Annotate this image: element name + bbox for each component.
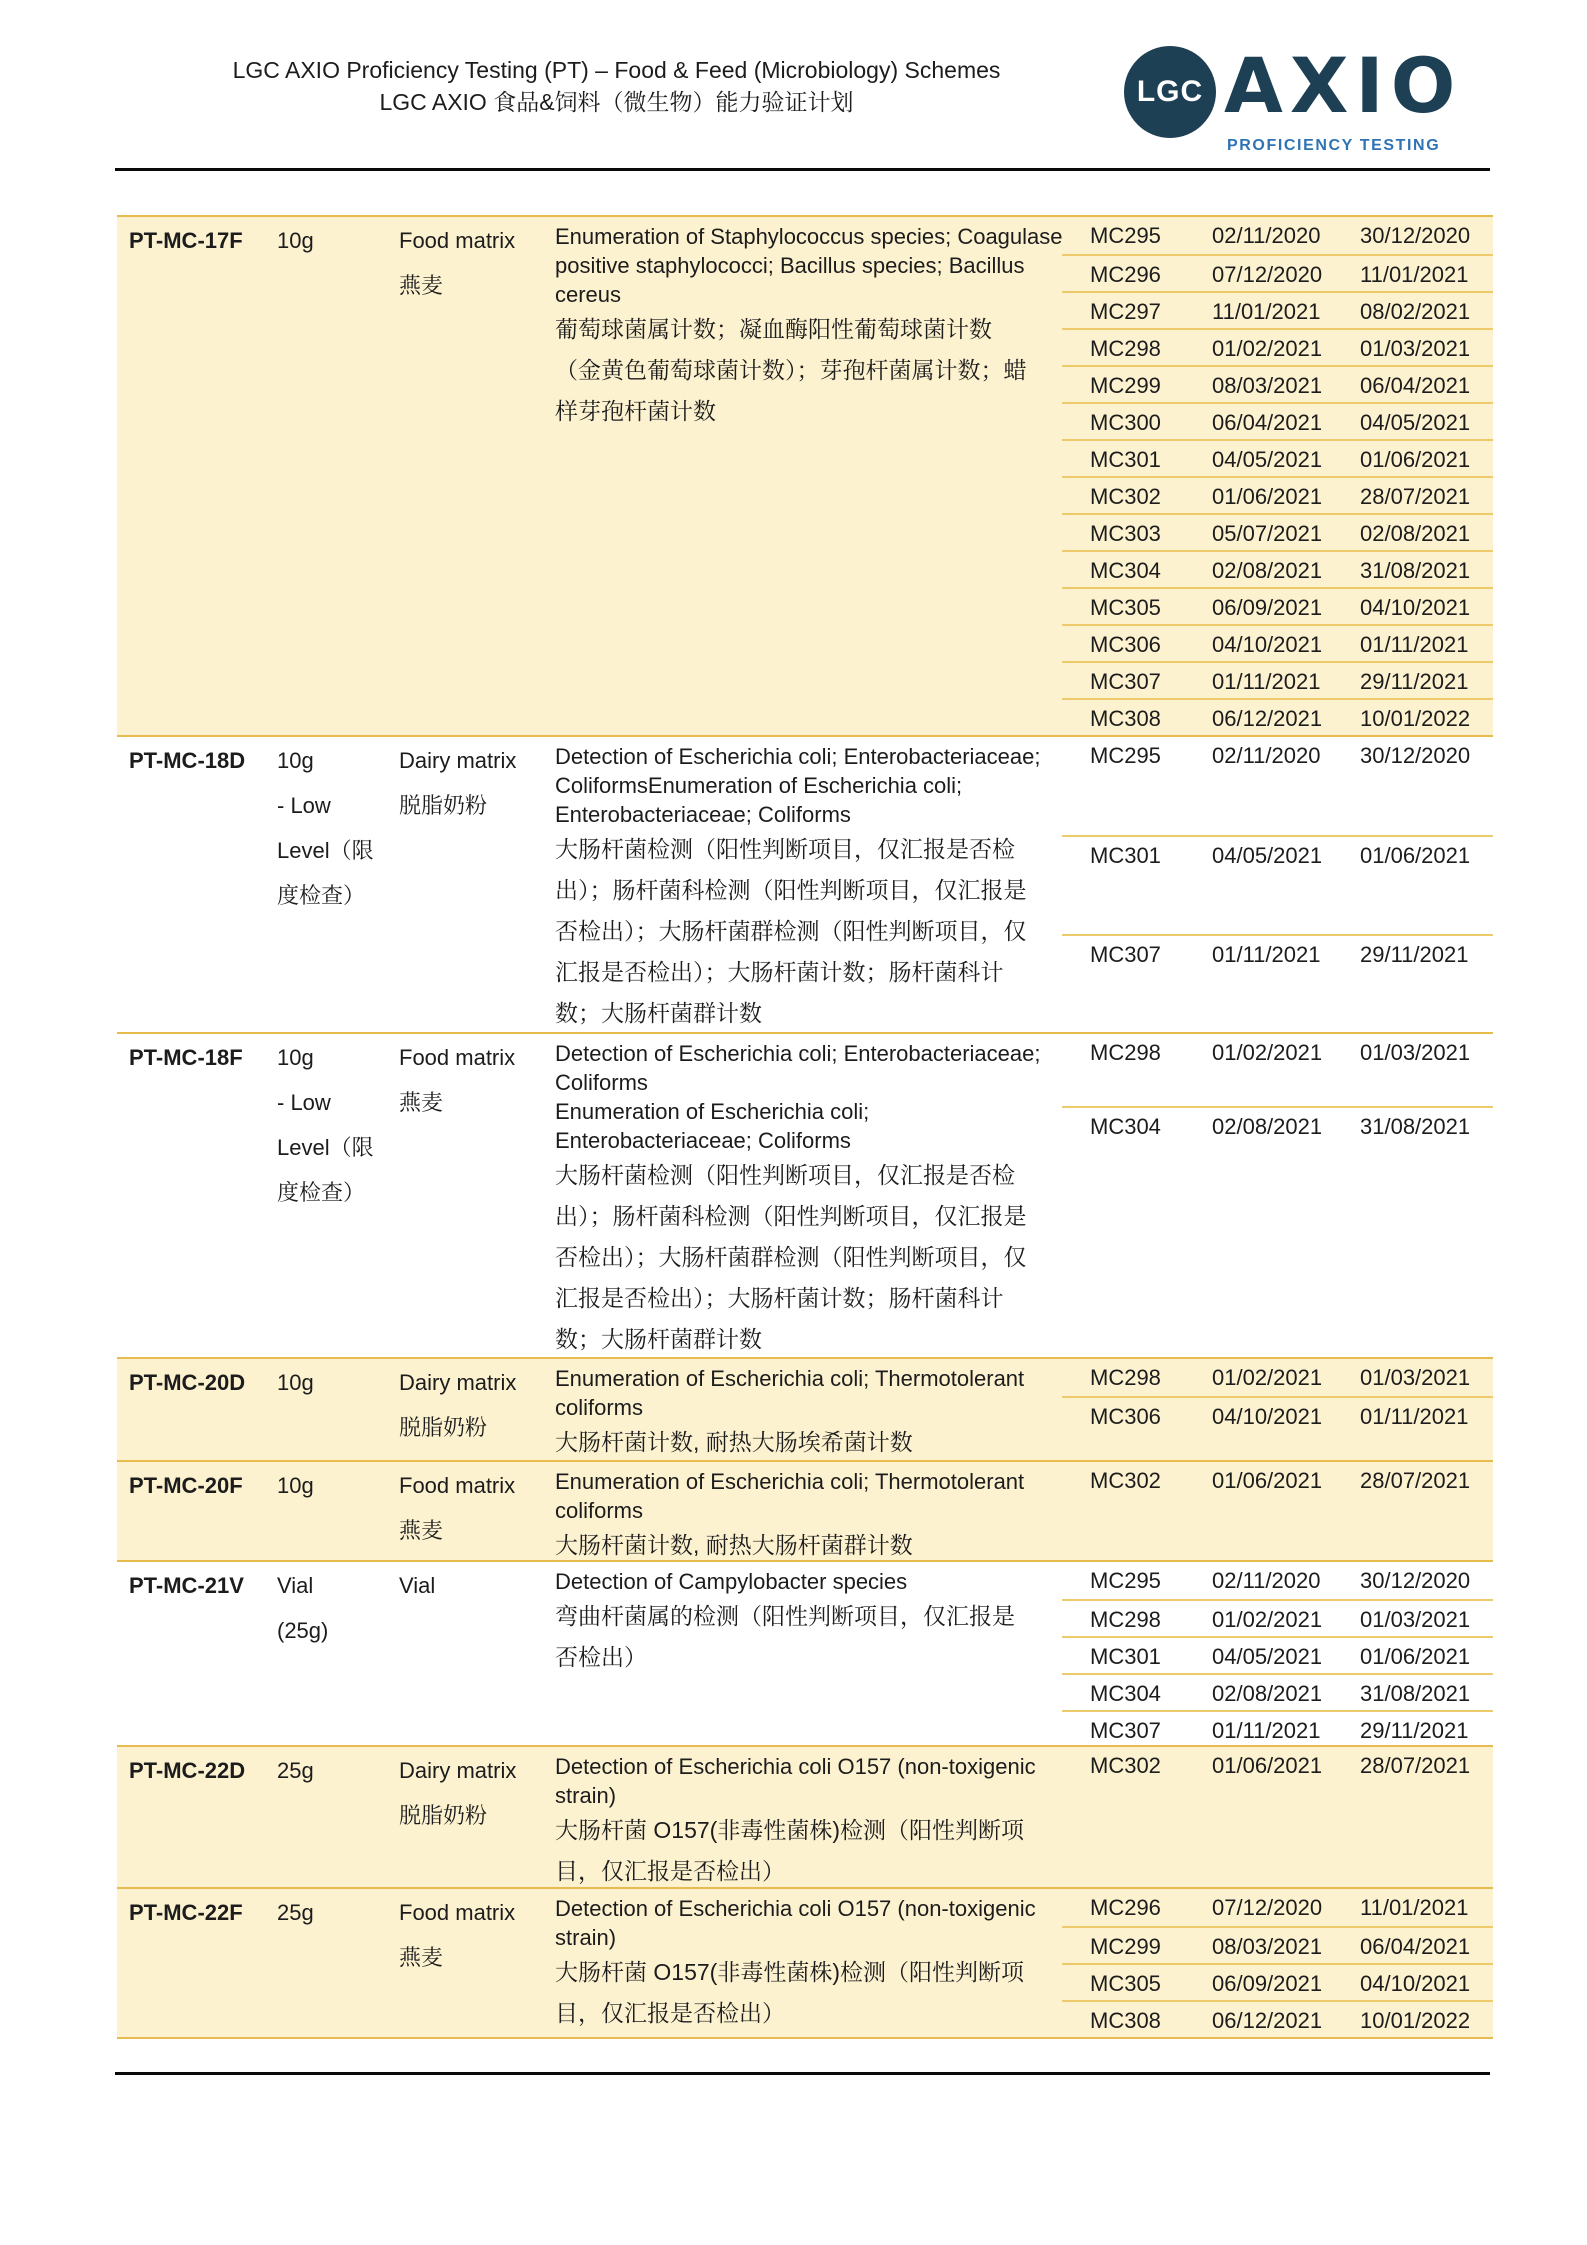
- dispatch-date: 04/10/2021: [1212, 1404, 1323, 1429]
- matrix-line: Vial: [399, 1573, 436, 1598]
- page-header: [115, 40, 1490, 158]
- scheme-row-pt-mc-20d: [117, 1357, 1493, 1460]
- round-code: MC304: [1090, 558, 1161, 583]
- description: [555, 1894, 1070, 2034]
- description: [555, 1039, 1070, 1357]
- dispatch-date: 02/08/2021: [1212, 1114, 1323, 1139]
- round-row: [1062, 513, 1493, 550]
- dispatch-date: 06/04/2021: [1212, 410, 1323, 435]
- header-titles: [115, 40, 1118, 158]
- round-row: [1062, 1562, 1493, 1599]
- matrix-line: 脱脂奶粉: [399, 1415, 488, 1440]
- round-code: MC306: [1090, 632, 1161, 657]
- scheme-row-pt-mc-22d: [117, 1745, 1493, 1887]
- size-line: 10g: [277, 1473, 314, 1498]
- round-code: MC302: [1090, 484, 1161, 509]
- matrix: [399, 738, 551, 828]
- round-row: [1062, 1710, 1493, 1745]
- size-line: 10g: [277, 1370, 314, 1395]
- round-row: [1062, 1636, 1493, 1673]
- scheme-code: PT-MC-18F: [129, 1045, 243, 1070]
- deadline-date: 30/12/2020: [1360, 1568, 1471, 1593]
- rounds-table: [1062, 1359, 1493, 1460]
- sample-size: [277, 1890, 393, 1935]
- scheme-code: PT-MC-20D: [129, 1370, 246, 1395]
- header-rule: [115, 168, 1490, 171]
- deadline-date: 28/07/2021: [1360, 1753, 1471, 1778]
- dispatch-date: 02/08/2021: [1212, 558, 1323, 583]
- matrix: [399, 1360, 551, 1450]
- round-row: [1062, 1034, 1493, 1106]
- deadline-date: 31/08/2021: [1360, 558, 1471, 583]
- sample-size: [277, 1360, 393, 1405]
- dispatch-date: 07/12/2020: [1212, 1895, 1323, 1920]
- round-row: [1062, 365, 1493, 402]
- logo-lgc-text: LGC: [1136, 75, 1204, 108]
- sample-size: [277, 218, 393, 263]
- description-en: Enumeration of Escherichia coli; Enterobacteriaceae; Coliforms: [555, 1099, 870, 1153]
- round-row: [1062, 1747, 1493, 1784]
- deadline-date: 28/07/2021: [1360, 1468, 1471, 1493]
- round-row: [1062, 254, 1493, 291]
- dispatch-date: 06/12/2021: [1212, 2008, 1323, 2033]
- round-row: [1062, 1106, 1493, 1357]
- dispatch-date: 02/11/2020: [1212, 223, 1321, 248]
- dispatch-date: 01/02/2021: [1212, 336, 1323, 361]
- matrix-line: Food matrix: [399, 1045, 516, 1070]
- description-zh: 葡萄球菌属计数；凝血酶阳性葡萄球菌计数（金黄色葡萄球菌计数）；芽孢杆菌属计数；蜡样芽孢杆菌计数: [555, 316, 1027, 424]
- size-line: - Low: [277, 793, 331, 818]
- round-code: MC300: [1090, 410, 1161, 435]
- round-row: [1062, 2000, 1493, 2037]
- round-code: MC308: [1090, 706, 1161, 731]
- round-code: MC303: [1090, 521, 1161, 546]
- header-title-zh: LGC AXIO 食品&饲料（微生物）能力验证计划: [379, 89, 854, 115]
- brand-logo: [1118, 40, 1490, 158]
- matrix: [399, 1890, 551, 1980]
- header-title-en: LGC AXIO Proficiency Testing (PT) – Food & Feed (Microbiology) Schemes: [232, 57, 1001, 83]
- round-row: [1062, 291, 1493, 328]
- description-zh: 大肠杆菌检测（阳性判断项目，仅汇报是否检出）；肠杆菌科检测（阳性判断项目，仅汇报是否检出）；大肠杆菌群检测（阳性判断项目，仅汇报是否检出）；大肠杆菌计数；肠杆菌科计数；大肠杆菌群计数: [555, 1162, 1027, 1352]
- dispatch-date: 06/09/2021: [1212, 1971, 1323, 1996]
- round-row: [1062, 934, 1493, 1032]
- round-code: MC307: [1090, 942, 1161, 967]
- scheme-row-pt-mc-18f: [117, 1032, 1493, 1357]
- dispatch-date: 04/10/2021: [1212, 632, 1323, 657]
- size-line: 10g: [277, 228, 314, 253]
- round-row: [1062, 1359, 1493, 1396]
- deadline-date: 02/08/2021: [1360, 521, 1471, 546]
- deadline-date: 10/01/2022: [1360, 2008, 1471, 2033]
- round-row: [1062, 624, 1493, 661]
- matrix-line: 燕麦: [399, 1090, 444, 1115]
- dispatch-date: 08/03/2021: [1212, 373, 1323, 398]
- matrix-line: Dairy matrix: [399, 1370, 517, 1395]
- description-en: Detection of Campylobacter species: [555, 1569, 908, 1594]
- dispatch-date: 08/03/2021: [1212, 1934, 1323, 1959]
- round-code: MC301: [1090, 447, 1161, 472]
- deadline-date: 29/11/2021: [1360, 1718, 1469, 1743]
- matrix: [399, 1563, 551, 1608]
- matrix-line: Dairy matrix: [399, 748, 517, 773]
- dispatch-date: 02/11/2020: [1212, 743, 1321, 768]
- round-row: [1062, 328, 1493, 365]
- round-row: [1062, 476, 1493, 513]
- deadline-date: 08/02/2021: [1360, 299, 1471, 324]
- matrix: [399, 218, 551, 308]
- round-code: MC304: [1090, 1114, 1161, 1139]
- deadline-date: 29/11/2021: [1360, 942, 1469, 967]
- size-line: Level（限: [277, 1135, 374, 1160]
- size-line: 度检查）: [277, 1180, 366, 1205]
- round-row: [1062, 217, 1493, 254]
- round-code: MC304: [1090, 1681, 1161, 1706]
- deadline-date: 04/10/2021: [1360, 1971, 1471, 1996]
- size-line: - Low: [277, 1090, 331, 1115]
- dispatch-date: 01/11/2021: [1212, 942, 1321, 967]
- matrix-line: Food matrix: [399, 1900, 516, 1925]
- deadline-date: 01/06/2021: [1360, 447, 1471, 472]
- dispatch-date: 01/06/2021: [1212, 1753, 1323, 1778]
- round-row: [1062, 1926, 1493, 1963]
- round-code: MC299: [1090, 1934, 1161, 1959]
- round-code: MC295: [1090, 223, 1161, 248]
- round-row: [1062, 1673, 1493, 1710]
- dispatch-date: 01/06/2021: [1212, 1468, 1323, 1493]
- logo-axio-text: AXIO: [1224, 41, 1463, 130]
- description-en: Enumeration of Escherichia coli; Thermotolerant coliforms: [555, 1366, 1025, 1420]
- round-code: MC298: [1090, 1607, 1161, 1632]
- matrix: [399, 1463, 551, 1553]
- scheme-row-pt-mc-18d: [117, 735, 1493, 1032]
- sample-size: [277, 738, 393, 918]
- deadline-date: 04/10/2021: [1360, 595, 1471, 620]
- deadline-date: 04/05/2021: [1360, 410, 1471, 435]
- description-zh: 大肠杆菌 O157(非毒性菌株)检测（阳性判断项目，仅汇报是否检出）: [555, 1959, 1024, 2026]
- description-zh: 大肠杆菌计数, 耐热大肠埃希菌计数: [555, 1429, 913, 1455]
- rounds-table: [1062, 217, 1493, 735]
- description-en: Enumeration of Escherichia coli; Thermotolerant coliforms: [555, 1469, 1025, 1523]
- description-en: Detection of Escherichia coli O157 (non-toxigenic strain): [555, 1754, 1036, 1808]
- schemes-table: [117, 215, 1493, 2039]
- dispatch-date: 01/02/2021: [1212, 1040, 1323, 1065]
- sample-size: [277, 1035, 393, 1215]
- matrix: [399, 1748, 551, 1838]
- dispatch-date: 06/12/2021: [1212, 706, 1323, 731]
- size-line: 度检查）: [277, 883, 366, 908]
- description-zh: 弯曲杆菌属的检测（阳性判断项目，仅汇报是否检出）: [555, 1603, 1015, 1670]
- deadline-date: 01/11/2021: [1360, 632, 1469, 657]
- size-line: 25g: [277, 1758, 314, 1783]
- rounds-table: [1062, 737, 1493, 1032]
- deadline-date: 28/07/2021: [1360, 484, 1471, 509]
- deadline-date: 10/01/2022: [1360, 706, 1471, 731]
- lgc-circle-icon: [1124, 46, 1216, 138]
- size-line: 10g: [277, 748, 314, 773]
- sample-size: [277, 1563, 393, 1653]
- matrix-line: 脱脂奶粉: [399, 1803, 488, 1828]
- rounds-table: [1062, 1562, 1493, 1745]
- dispatch-date: 01/06/2021: [1212, 484, 1323, 509]
- sample-size: [277, 1748, 393, 1793]
- round-code: MC298: [1090, 336, 1161, 361]
- round-code: MC301: [1090, 843, 1161, 868]
- description: [555, 1752, 1070, 1887]
- round-code: MC298: [1090, 1040, 1161, 1065]
- round-code: MC306: [1090, 1404, 1161, 1429]
- description-zh: 大肠杆菌检测（阳性判断项目，仅汇报是否检出）；肠杆菌科检测（阳性判断项目，仅汇报是否检出）；大肠杆菌群检测（阳性判断项目，仅汇报是否检出）；大肠杆菌计数；肠杆菌科计数；大肠杆菌群计数: [555, 836, 1027, 1026]
- description-zh: 大肠杆菌计数, 耐热大肠杆菌群计数: [555, 1532, 913, 1558]
- round-code: MC305: [1090, 1971, 1161, 1996]
- dispatch-date: 02/08/2021: [1212, 1681, 1323, 1706]
- description: [555, 1567, 1070, 1678]
- description: [555, 1364, 1070, 1460]
- round-row: [1062, 1889, 1493, 1926]
- round-row: [1062, 1599, 1493, 1636]
- deadline-date: 01/11/2021: [1360, 1404, 1469, 1429]
- deadline-date: 30/12/2020: [1360, 743, 1471, 768]
- round-code: MC307: [1090, 1718, 1161, 1743]
- description: [555, 222, 1070, 432]
- description-en: Enumeration of Staphylococcus species; Coagulase positive staphylococci; Bacillus species; Bacillus cereus: [555, 224, 1063, 307]
- sample-size: [277, 1463, 393, 1508]
- round-row: [1062, 402, 1493, 439]
- round-code: MC297: [1090, 299, 1161, 324]
- deadline-date: 01/06/2021: [1360, 843, 1471, 868]
- round-code: MC302: [1090, 1753, 1161, 1778]
- rounds-table: [1062, 1747, 1493, 1887]
- scheme-row-pt-mc-22f: [117, 1887, 1493, 2037]
- round-code: MC302: [1090, 1468, 1161, 1493]
- matrix: [399, 1035, 551, 1125]
- rounds-table: [1062, 1889, 1493, 2037]
- round-row: [1062, 1462, 1493, 1499]
- round-code: MC298: [1090, 1365, 1161, 1390]
- dispatch-date: 11/01/2021: [1212, 299, 1321, 324]
- dispatch-date: 07/12/2020: [1212, 262, 1323, 287]
- scheme-row-pt-mc-21v: [117, 1560, 1493, 1745]
- description-en: Detection of Escherichia coli O157 (non-toxigenic strain): [555, 1896, 1036, 1950]
- description: [555, 742, 1070, 1032]
- rounds-table: [1062, 1462, 1493, 1560]
- description-zh: 大肠杆菌 O157(非毒性菌株)检测（阳性判断项目，仅汇报是否检出）: [555, 1817, 1024, 1884]
- scheme-code: PT-MC-18D: [129, 748, 246, 773]
- dispatch-date: 01/11/2021: [1212, 669, 1321, 694]
- deadline-date: 01/03/2021: [1360, 336, 1471, 361]
- dispatch-date: 05/07/2021: [1212, 521, 1323, 546]
- dispatch-date: 01/11/2021: [1212, 1718, 1321, 1743]
- matrix-line: 脱脂奶粉: [399, 793, 488, 818]
- round-row: [1062, 737, 1493, 835]
- round-row: [1062, 1396, 1493, 1433]
- round-row: [1062, 835, 1493, 934]
- scheme-code: PT-MC-17F: [129, 228, 243, 253]
- scheme-code: PT-MC-21V: [129, 1573, 244, 1598]
- deadline-date: 11/01/2021: [1360, 262, 1469, 287]
- round-code: MC296: [1090, 262, 1161, 287]
- description-en: Detection of Escherichia coli; Enterobacteriaceae; Coliforms: [555, 1041, 1041, 1095]
- round-code: MC307: [1090, 669, 1161, 694]
- scheme-code: PT-MC-22F: [129, 1900, 243, 1925]
- deadline-date: 31/08/2021: [1360, 1114, 1471, 1139]
- matrix-line: 燕麦: [399, 1945, 444, 1970]
- footer-rule: [115, 2072, 1490, 2075]
- deadline-date: 29/11/2021: [1360, 669, 1469, 694]
- round-code: MC295: [1090, 743, 1161, 768]
- round-code: MC299: [1090, 373, 1161, 398]
- logo-tagline: PROFICIENCY TESTING: [1227, 137, 1441, 154]
- deadline-date: 11/01/2021: [1360, 1895, 1469, 1920]
- deadline-date: 01/03/2021: [1360, 1040, 1471, 1065]
- dispatch-date: 02/11/2020: [1212, 1568, 1321, 1593]
- scheme-code: PT-MC-22D: [129, 1758, 246, 1783]
- round-code: MC295: [1090, 1568, 1161, 1593]
- matrix-line: Food matrix: [399, 1473, 516, 1498]
- dispatch-date: 04/05/2021: [1212, 1644, 1323, 1669]
- matrix-line: Dairy matrix: [399, 1758, 517, 1783]
- deadline-date: 06/04/2021: [1360, 1934, 1471, 1959]
- size-line: Vial: [277, 1573, 314, 1598]
- round-code: MC296: [1090, 1895, 1161, 1920]
- round-code: MC308: [1090, 2008, 1161, 2033]
- rounds-table: [1062, 1034, 1493, 1357]
- matrix-line: 燕麦: [399, 1518, 444, 1543]
- dispatch-date: 06/09/2021: [1212, 595, 1323, 620]
- round-row: [1062, 698, 1493, 735]
- scheme-code: PT-MC-20F: [129, 1473, 243, 1498]
- dispatch-date: 04/05/2021: [1212, 843, 1323, 868]
- deadline-date: 31/08/2021: [1360, 1681, 1471, 1706]
- matrix-line: Food matrix: [399, 228, 516, 253]
- dispatch-date: 01/02/2021: [1212, 1365, 1323, 1390]
- description: [555, 1467, 1070, 1560]
- size-line: 10g: [277, 1045, 314, 1070]
- round-row: [1062, 661, 1493, 698]
- dispatch-date: 01/02/2021: [1212, 1607, 1323, 1632]
- matrix-line: 燕麦: [399, 273, 444, 298]
- deadline-date: 01/03/2021: [1360, 1607, 1471, 1632]
- dispatch-date: 04/05/2021: [1212, 447, 1323, 472]
- description-en: Detection of Escherichia coli; Enterobacteriaceae; ColiformsEnumeration of Escherichia coli; Enterobacteriaceae; Coliforms: [555, 744, 1041, 827]
- round-row: [1062, 587, 1493, 624]
- deadline-date: 01/06/2021: [1360, 1644, 1471, 1669]
- round-row: [1062, 439, 1493, 476]
- round-code: MC305: [1090, 595, 1161, 620]
- round-row: [1062, 1963, 1493, 2000]
- size-line: Level（限: [277, 838, 374, 863]
- deadline-date: 01/03/2021: [1360, 1365, 1471, 1390]
- size-line: 25g: [277, 1900, 314, 1925]
- scheme-row-pt-mc-20f: [117, 1460, 1493, 1560]
- size-line: (25g): [277, 1618, 329, 1643]
- scheme-row-pt-mc-17f: [117, 217, 1493, 735]
- round-code: MC301: [1090, 1644, 1161, 1669]
- round-row: [1062, 550, 1493, 587]
- deadline-date: 30/12/2020: [1360, 223, 1471, 248]
- deadline-date: 06/04/2021: [1360, 373, 1471, 398]
